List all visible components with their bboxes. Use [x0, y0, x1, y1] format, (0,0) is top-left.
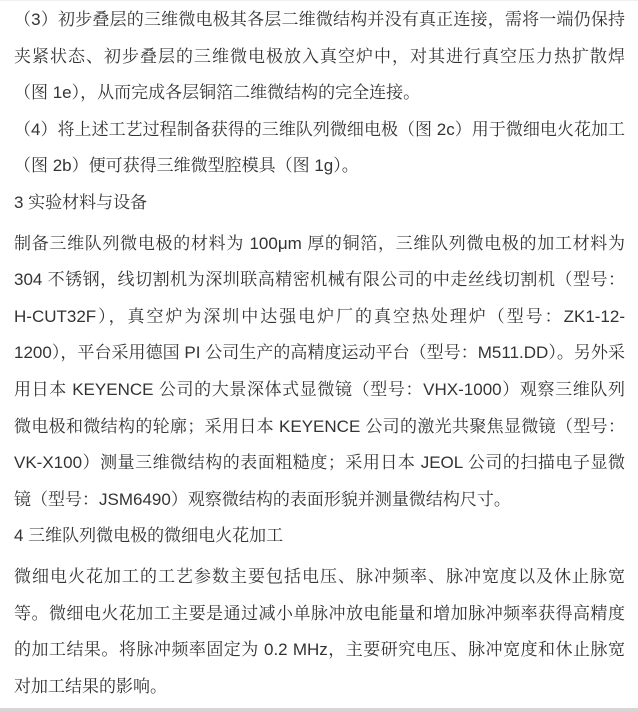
- document-text: [14, 2, 625, 705]
- paragraph: （3）初步叠层的三维微电极其各层二维微结构并没有真正连接，需将一端仍保持夹紧状态、初步叠层的三维微电极放入真空炉中，对其进行真空压力热扩散焊（图 1e），从而完成各层铜箔二维微结构的完全连接。: [14, 10, 625, 103]
- paragraph: 微细电火花加工的工艺参数主要包括电压、脉冲频率、脉冲宽度以及休止脉宽等。微细电火花加工主要是通过减小单脉冲放电能量和增加脉冲频率获得高精度的加工结果。将脉冲频率固定为 0.2 MHz，主要研究电压、脉冲宽度和休止脉宽对加工结果的影响。: [14, 566, 625, 696]
- section-heading: 3 实验材料与设备: [14, 192, 148, 212]
- paragraph: （4）将上述工艺过程制备获得的三维队列微细电极（图 2c）用于微细电火花加工（图 2b）便可获得三维微型腔模具（图 1g）。: [14, 119, 625, 176]
- paragraph: 制备三维队列微电极的材料为 100μm 厚的铜箔，三维队列微电极的加工材料为 304 不锈钢，线切割机为深圳联高精密机械有限公司的中走丝线切割机（型号：H-CUT32F），真空炉为深圳中达强电炉厂的真空热处理炉（型号：ZK1-12-1200），平台采用德国 PI 公司生产的高精度运动平台（型号：M511.DD）。另外采用日本 KEYENCE 公司的大景深体式显微镜（型号：VHX-1000）观察三维队列微电极和微结构的轮廓；采用日本 KEYENCE 公司的激光共聚焦显微镜（型号：VK-X100）测量三维微结构的表面粗糙度；采用日本 JEOL 公司的扫描电子显微镜（型号：JSM6490）观察微结构的表面形貌并测量微结构尺寸。: [14, 233, 625, 509]
- section-heading: 4 三维队列微电极的微细电火花加工: [14, 526, 284, 546]
